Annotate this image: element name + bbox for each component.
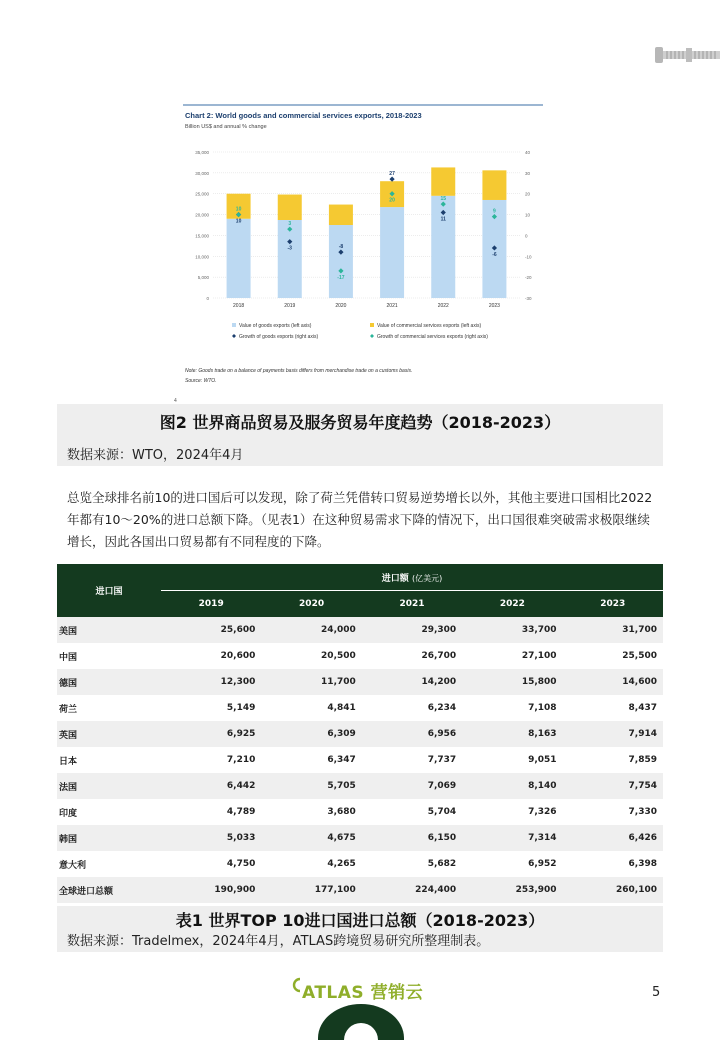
table-source: 数据来源：Tradelmex，2024年4月，ATLAS跨境贸易研究所整理制表。 [67, 934, 490, 949]
value-cell: 4,841 [261, 695, 361, 721]
value-cell: 7,069 [362, 773, 462, 799]
legend-swatch-services [370, 323, 374, 327]
country-cell: 印度 [57, 799, 161, 825]
value-cell: 6,956 [362, 721, 462, 747]
goods-growth-label: 11 [440, 216, 446, 223]
left-tick-label: 5,000 [197, 275, 209, 281]
chart-source: Source: WTO. [185, 378, 217, 384]
value-cell: 224,400 [362, 877, 462, 903]
year-header: 2021 [362, 591, 462, 618]
export-chart [174, 96, 560, 404]
goods-bar [227, 219, 251, 298]
year-header: 2020 [261, 591, 361, 618]
country-cell: 荷兰 [57, 695, 161, 721]
export-chart-svg [174, 96, 560, 404]
right-tick-label: 30 [525, 170, 531, 176]
year-header: 2023 [563, 591, 663, 618]
chart-footnote: 4 [174, 398, 177, 404]
category-label: 2023 [488, 303, 500, 309]
value-cell: 7,108 [462, 695, 562, 721]
group-header: 进口额 (亿美元) [161, 564, 663, 591]
value-cell: 260,100 [563, 877, 663, 903]
import-table [57, 564, 663, 903]
table-row [57, 851, 663, 877]
category-label: 2019 [284, 303, 296, 309]
goods-growth-marker [389, 177, 394, 182]
left-tick-label: 0 [206, 296, 209, 301]
chart-subtitle: Billion US$ and annual % change [185, 124, 267, 130]
country-cell: 韩国 [57, 825, 161, 851]
value-cell: 25,600 [161, 617, 261, 643]
left-tick-label: 10,000 [195, 254, 209, 260]
table-row [57, 747, 663, 773]
year-header: 2022 [462, 591, 562, 618]
table-row [57, 643, 663, 669]
table-row [57, 773, 663, 799]
legend-marker-services-growth [370, 334, 374, 338]
left-tick-label: 35,000 [195, 150, 209, 155]
country-cell: 英国 [57, 721, 161, 747]
logo-arc-icon [290, 976, 302, 994]
value-cell: 33,700 [462, 617, 562, 643]
legend-services-growth: Growth of commercial services exports (right axis) [377, 334, 488, 340]
table-row [57, 799, 663, 825]
figure-title: 图2 世界商品贸易及服务贸易年度趋势（2018-2023） [159, 413, 561, 432]
legend-goods-growth: Growth of goods exports (right axis) [239, 334, 319, 340]
services-bar [329, 205, 353, 225]
table-caption-band [57, 906, 663, 952]
country-cell: 法国 [57, 773, 161, 799]
value-cell: 7,330 [563, 799, 663, 825]
right-tick-label: 40 [525, 150, 531, 155]
value-cell: 7,859 [563, 747, 663, 773]
legend-swatch-goods [232, 323, 236, 327]
left-tick-label: 15,000 [195, 233, 209, 239]
figure-caption-band [57, 404, 663, 466]
category-label: 2020 [335, 303, 347, 309]
table-row [57, 669, 663, 695]
value-cell: 12,300 [161, 669, 261, 695]
country-cell: 全球进口总额 [57, 877, 161, 903]
value-cell: 6,347 [261, 747, 361, 773]
country-cell: 美国 [57, 617, 161, 643]
value-cell: 7,314 [462, 825, 562, 851]
value-cell: 7,754 [563, 773, 663, 799]
value-cell: 4,265 [261, 851, 361, 877]
value-cell: 5,149 [161, 695, 261, 721]
value-cell: 4,789 [161, 799, 261, 825]
goods-bar [329, 225, 353, 298]
value-cell: 4,750 [161, 851, 261, 877]
value-cell: 253,900 [462, 877, 562, 903]
value-cell: 7,326 [462, 799, 562, 825]
legend-services: Value of commercial services exports (left axis) [377, 323, 482, 329]
value-cell: 15,800 [462, 669, 562, 695]
value-cell: 24,000 [261, 617, 361, 643]
figure-source: 数据来源：WTO，2024年4月 [67, 448, 244, 463]
right-tick-label: -20 [525, 275, 532, 281]
goods-growth-label: 27 [389, 171, 395, 178]
value-cell: 8,437 [563, 695, 663, 721]
goods-growth-label: -3 [287, 245, 292, 252]
value-cell: 190,900 [161, 877, 261, 903]
year-header: 2019 [161, 591, 261, 618]
services-growth-label: 9 [493, 208, 496, 215]
value-cell: 7,914 [563, 721, 663, 747]
legend-marker-goods-growth [232, 334, 236, 338]
row-header: 进口国 [57, 564, 161, 617]
value-cell: 8,140 [462, 773, 562, 799]
value-cell: 26,700 [362, 643, 462, 669]
value-cell: 7,210 [161, 747, 261, 773]
country-cell: 日本 [57, 747, 161, 773]
country-cell: 德国 [57, 669, 161, 695]
value-cell: 5,682 [362, 851, 462, 877]
goods-growth-label: -8 [338, 244, 344, 251]
services-growth-label: 3 [288, 221, 292, 228]
value-cell: 3,680 [261, 799, 361, 825]
value-cell: 11,700 [261, 669, 361, 695]
table-row [57, 695, 663, 721]
right-tick-label: -30 [525, 296, 532, 301]
category-label: 2018 [233, 303, 245, 309]
table-row [57, 617, 663, 643]
value-cell: 27,100 [462, 643, 562, 669]
value-cell: 31,700 [563, 617, 663, 643]
value-cell: 5,033 [161, 825, 261, 851]
page-number: 5 [652, 985, 661, 1000]
country-cell: 意大利 [57, 851, 161, 877]
bolt-decoration-icon [655, 44, 720, 66]
value-cell: 9,051 [462, 747, 562, 773]
value-cell: 20,600 [161, 643, 261, 669]
value-cell: 4,675 [261, 825, 361, 851]
value-cell: 6,309 [261, 721, 361, 747]
table-title: 表1 世界TOP 10进口国进口总额（2018-2023） [175, 911, 545, 930]
right-tick-label: 20 [525, 191, 531, 197]
right-tick-label: 10 [525, 212, 531, 218]
goods-growth-label: -6 [492, 251, 497, 258]
services-growth-label: 10 [235, 206, 242, 213]
services-growth-label: 20 [389, 197, 395, 204]
table-row [57, 721, 663, 747]
goods-bar [380, 207, 404, 298]
goods-growth-label: 10 [235, 218, 242, 225]
value-cell: 29,300 [362, 617, 462, 643]
value-cell: 6,398 [563, 851, 663, 877]
value-cell: 14,600 [563, 669, 663, 695]
value-cell: 6,234 [362, 695, 462, 721]
value-cell: 5,704 [362, 799, 462, 825]
value-cell: 177,100 [261, 877, 361, 903]
atlas-logo [290, 976, 450, 1006]
value-cell: 6,925 [161, 721, 261, 747]
chart-title: Chart 2: World goods and commercial services exports, 2018-2023 [185, 111, 422, 120]
value-cell: 6,952 [462, 851, 562, 877]
services-bar [482, 170, 506, 200]
value-cell: 7,737 [362, 747, 462, 773]
value-cell: 25,500 [563, 643, 663, 669]
services-growth-label: -17 [337, 274, 345, 281]
value-cell: 6,150 [362, 825, 462, 851]
services-bar [431, 167, 455, 195]
table-row [57, 825, 663, 851]
category-label: 2022 [437, 303, 449, 309]
arch-decoration-icon [318, 1004, 404, 1040]
body-paragraph: 总览全球排名前10的进口国后可以发现，除了荷兰凭借转口贸易逆势增长以外，其他主要进口国相比2022年都有10～20%的进口总额下降。（见表1）在这种贸易需求下降的情况下，出口国很难突破需求极限继续增长，因此各国出口贸易都有不同程度的下降。 [67, 490, 653, 549]
services-growth-label: 15 [440, 196, 447, 203]
value-cell: 5,705 [261, 773, 361, 799]
table-row [57, 877, 663, 903]
category-label: 2021 [386, 303, 398, 309]
left-tick-label: 20,000 [195, 212, 209, 218]
value-cell: 6,426 [563, 825, 663, 851]
value-cell: 20,500 [261, 643, 361, 669]
right-tick-label: 0 [525, 233, 528, 239]
country-cell: 中国 [57, 643, 161, 669]
legend-goods: Value of goods exports (left axis) [239, 323, 312, 329]
right-tick-label: -10 [525, 254, 532, 260]
value-cell: 14,200 [362, 669, 462, 695]
left-tick-label: 25,000 [195, 191, 209, 197]
value-cell: 8,163 [462, 721, 562, 747]
chart-note: Note: Goods trade on a balance of payments basis differs from merchandise trade on a customs basis. [185, 368, 413, 374]
logo-text: ATLAS 营销云 [302, 983, 424, 1003]
value-cell: 6,442 [161, 773, 261, 799]
services-bar [278, 195, 302, 220]
left-tick-label: 30,000 [195, 170, 209, 176]
